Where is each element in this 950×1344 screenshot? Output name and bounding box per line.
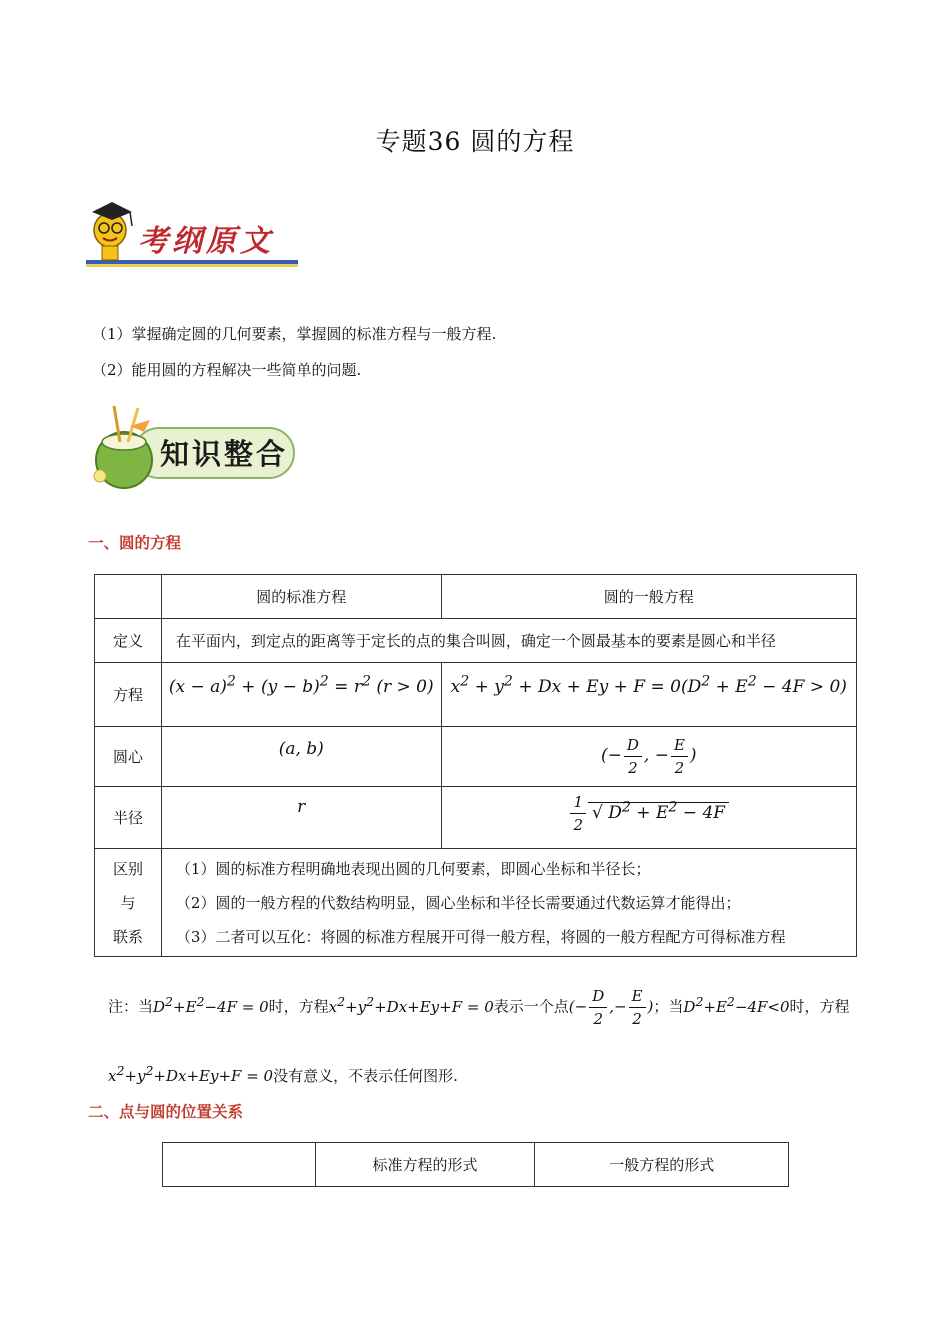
standard-radius-formula: r — [161, 787, 441, 849]
table-row — [95, 619, 857, 663]
outline-item-2: （2）能用圆的方程解决一些简单的问题. — [92, 361, 362, 379]
syllabus-badge-text: 考纲原文 — [138, 224, 274, 259]
point-circle-table — [162, 1142, 789, 1187]
standard-center-formula: (a, b) — [161, 727, 441, 787]
syllabus-badge — [86, 198, 306, 276]
header-general-equation: 圆的一般方程 — [441, 575, 856, 619]
row-label-radius: 半径 — [95, 787, 162, 849]
table-corner-cell — [95, 575, 162, 619]
standard-equation-formula: $(x - a)^2 + (y - b)^2 = r^2$ (r > 0) — [161, 663, 441, 727]
table-header-row — [95, 575, 857, 619]
difference-line-3: （3）二者可以互化：将圆的标准方程展开可得一般方程，将圆的一般方程配方可得标准方程 — [175, 927, 786, 946]
header-standard-form: 标准方程的形式 — [315, 1143, 535, 1187]
general-radius-formula: $\frac{1}{2}$ √ $D^2 + E^2 - 4F$ — [441, 787, 856, 849]
general-equation-formula: $x^2 + y^2 + Dx + Ey + F = 0(D^2 + E^2 - 4F > 0)$ — [441, 663, 856, 727]
table-corner-cell — [163, 1143, 316, 1187]
header-standard-equation: 圆的标准方程 — [161, 575, 441, 619]
row-label-definition: 定义 — [95, 619, 162, 663]
knowledge-badge-text: 知识整合 — [160, 437, 289, 471]
table-header-row — [163, 1143, 789, 1187]
knowledge-badge — [86, 402, 306, 492]
outline-item-1: （1）掌握确定圆的几何要素，掌握圆的标准方程与一般方程. — [92, 325, 497, 343]
section-heading-1: 一、圆的方程 — [88, 533, 182, 552]
row-label-center: 圆心 — [95, 727, 162, 787]
page-title: 专题36 圆的方程 — [375, 127, 575, 156]
row-label-difference: 区别 与 联系 — [95, 849, 162, 957]
row-label-equation: 方程 — [95, 663, 162, 727]
definition-text: 在平面内，到定点的距离等于定长的点的集合叫圆，确定一个圆最基本的要素是圆心和半径 — [161, 619, 856, 663]
difference-line-2: （2）圆的一般方程的代数结构明显，圆心坐标和半径长需要通过代数运算才能得出； — [175, 893, 741, 912]
table-row — [95, 849, 857, 957]
difference-line-1: （1）圆的标准方程明确地表现出圆的几何要素，即圆心坐标和半径长； — [175, 859, 651, 878]
table-row — [95, 727, 857, 787]
header-general-form: 一般方程的形式 — [535, 1143, 789, 1187]
section-heading-2: 二、点与圆的位置关系 — [88, 1102, 244, 1121]
note-line-1: 注：当$D^2+E^2-4F = 0$时，方程$x^2+y^2+Dx+Ey+F = 0$表示一个点(− $\frac{D}{2}$ ,− $\frac{E}{2}$ )；当$D^2+E^2-4F<0$时，方程 — [108, 987, 850, 1028]
table-row — [95, 787, 857, 849]
general-center-formula: (− $\frac{D}{2}$ , − $\frac{E}{2}$ ) — [441, 727, 856, 787]
circle-equation-table — [94, 574, 857, 957]
note-line-2: $x^2+y^2+Dx+Ey+F = 0$没有意义，不表示任何图形. — [108, 1063, 458, 1085]
difference-text — [161, 849, 856, 957]
table-row — [95, 663, 857, 727]
